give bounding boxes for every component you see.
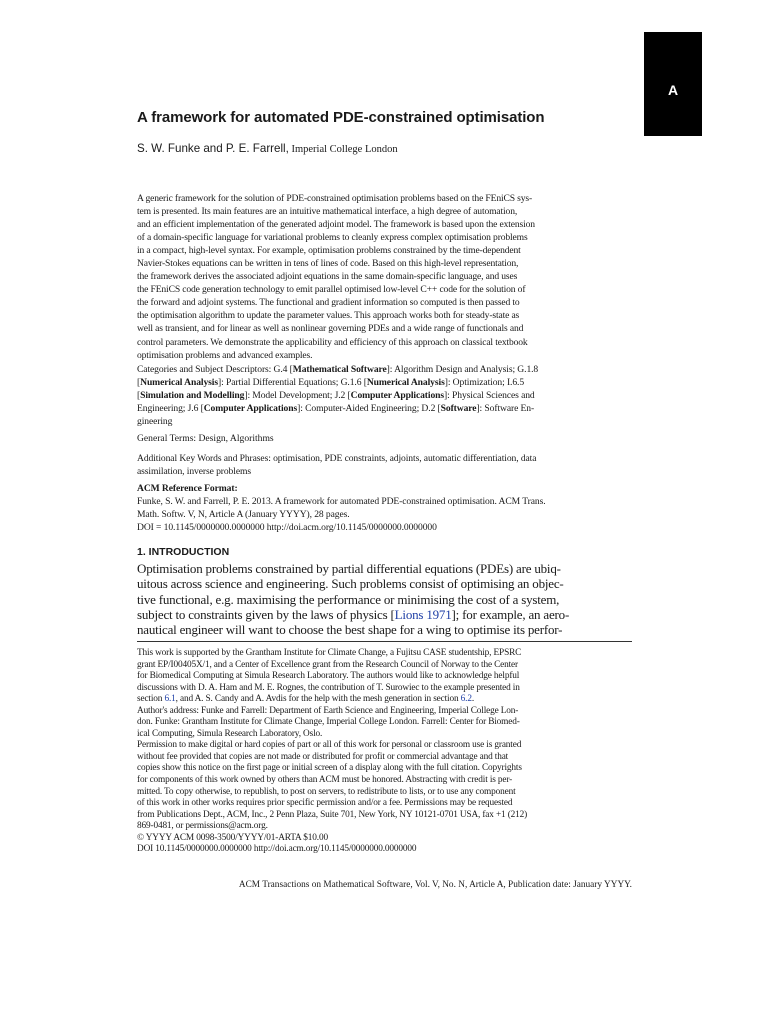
ccs-text: ]: Physical Sciences and [444,390,535,402]
ccs-text: ]: Software En- [476,403,535,415]
abstract-line: optimisation problems and advanced examples. [137,349,313,361]
article-letter-tab: A [644,32,702,136]
ccs-text: [ [137,377,141,389]
footnote [137,648,632,856]
footnote-line: This work is supported by the Grantham Institute for Climate Change, a Fujitsu CASE studentship, EPSRC [137,648,522,658]
footnote-line: without fee provided that copies are not made or distributed for profit or commercial advantage and that [137,751,509,762]
footnote-line: copies show this notice on the first page or initial screen of a display along with the full citation. Copyrights [137,763,522,774]
abstract-line: A generic framework for the solution of PDE-constrained optimisation problems based on the FEniCS sys- [137,193,533,204]
paper-title: A framework for automated PDE-constrained optimisation [137,109,545,126]
footnote-line: from Publications Dept., ACM, Inc., 2 Penn Plaza, Suite 701, New York, NY 10121-0701 USA, fax +1 (212) [137,809,528,820]
acm-reference-heading: ACM Reference Format: [137,483,238,494]
ccs-bold: Simulation and Modelling [140,390,245,402]
page-footer: ACM Transactions on Mathematical Software, Vol. V, No. N, Article A, Publication date: January YYYY. [238,880,632,890]
ccs-text: Categories and Subject Descriptors: G.4 [ [137,364,293,375]
ccs-bold: Numerical Analysis [140,377,218,389]
footnote-line: section [137,694,165,705]
citation-link-lions-1971[interactable]: Lions 1971 [394,606,452,622]
intro-line: subject to constraints given by the laws of physics [ [137,606,395,622]
section-link-6-1[interactable]: 6.1 [164,694,176,705]
section-link-6-2[interactable]: 6.2 [460,694,472,705]
keywords [137,452,632,478]
abstract-line: the FEniCS code generation technology to emit parallel optimised low-level C++ code for the solution of [137,284,526,296]
footnote-line: for components of this work owned by others than ACM must be honored. Abstracting with credit is per- [137,775,513,786]
footnote-line: for Biomedical Computing at Simula Research Laboratory. The authors would like to acknowledge helpful [137,671,520,682]
ccs-text: ]: Optimization; I.6.5 [444,377,525,389]
footnote-line: , and A. S. Candy and A. Avdis for the help with the mesh generation in section [175,694,461,705]
abstract-line: the framework derives the associated adjoint equations in the same domain-specific language, and uses [137,271,518,283]
ccs-bold: Computer Applications [203,403,298,415]
authors-line [137,142,632,155]
keywords-line: Additional Key Words and Phrases: optimisation, PDE constraints, adjoints, automatic differentiation, data [137,453,537,464]
ccs-text: ]: Model Development; J.2 [ [244,390,351,402]
abstract-line: Navier-Stokes equations can be written in tens of lines of code. Based on this high-level representation, [137,258,519,270]
ccs-bold: Numerical Analysis [366,377,445,389]
abstract-line: of a domain-specific language for variational problems to cleanly express complex optimisation problems [137,232,528,244]
general-terms: General Terms: Design, Algorithms [137,433,274,444]
footnote-line: © YYYY ACM 0098-3500/YYYY/01-ARTA $10.00 [137,832,328,843]
ccs-text: [ [137,390,141,402]
ccs-bold: Software [440,403,477,415]
ccs-text: ]: Algorithm Design and Analysis; G.1.8 [386,364,539,375]
footnote-line: ical Computing, Simula Research Laboratory, Oslo. [137,728,323,739]
footnote-line: mitted. To copy otherwise, to republish, to post on servers, to redistribute to lists, or to use any component [137,786,516,797]
ccs-text: gineering [137,416,173,428]
intro-line: nautical engineer will want to choose the best shape for a wing to optimise its perfor- [137,622,563,638]
section-heading-introduction: 1. INTRODUCTION [137,546,230,558]
abstract-line: the optimisation algorithm to update the parameter values. This approach works both for steady-state as [137,310,520,322]
footnote-line: . [471,694,475,705]
footnote-rule [137,641,632,642]
introduction-text [137,561,632,637]
footnote-line: Permission to make digital or hard copies of part or all of this work for personal or classroom use is granted [137,740,522,751]
footnote-line: grant EP/I00405X/1, and a Center of Excellence grant from the Research Council of Norway to the Center [137,659,518,670]
abstract-line: well as transient, and for linear as well as nonlinear governing PDEs and a wide range of functionals and [137,323,524,335]
abstract-line: control parameters. We demonstrate the applicability and efficiency of this approach on classical textbook [137,336,528,348]
intro-line: uitous across science and engineering. Such problems consist of optimising an objec- [137,576,564,592]
acm-reference-format [137,482,632,534]
ccs-text: Engineering; J.6 [ [137,403,204,415]
footnote-doi[interactable]: DOI 10.1145/0000000.0000000 http://doi.acm.org/10.1145/0000000.0000000 [137,844,417,855]
ccs-text: ]: Partial Differential Equations; G.1.6 [ [218,377,367,389]
abstract-line: in a compact, high-level syntax. For example, optimisation problems constrained by the time-dependent [137,245,521,257]
footnote-line: don. Funke: Grantham Institute for Climate Change, Imperial College London. Farrell: Center for Biomed- [137,717,520,728]
acm-reference-line: Math. Softw. V, N, Article A (January YYYY), 28 pages. [137,509,350,521]
footnote-line: discussions with D. A. Ham and M. E. Rognes, the contribution of T. Surowiec to the example presented in [137,682,520,693]
ccs-bold: Computer Applications [350,390,445,402]
ccs-bold: Mathematical Software [292,364,387,375]
footnote-line: of this work in other works requires prior specific permission and/or a fee. Permissions may be requested [137,798,513,809]
footnote-line: 869-0481, or permissions@acm.org. [137,821,268,832]
intro-line: Optimisation problems constrained by partial differential equations (PDEs) are ubiq- [137,561,561,576]
intro-line: tive functional, e.g. maximising the performance or minimising the cost of a system, [137,591,560,607]
acm-reference-doi[interactable]: DOI = 10.1145/0000000.0000000 http://doi.acm.org/10.1145/0000000.0000000 [137,522,437,534]
author-names: S. W. Funke and P. E. Farrell, [137,142,289,155]
ccs-text: ]: Computer-Aided Engineering; D.2 [ [297,403,441,415]
footnote-line: Author's address: Funke and Farrell: Department of Earth Science and Engineering, Imperial College Lon- [137,705,519,716]
abstract-line: and an efficient implementation of the generated adjoint model. The framework is based upon the extension [137,219,535,231]
abstract-line: tem is presented. Its main features are an intuitive mathematical interface, a high degree of automation, [137,206,518,218]
intro-line: ]; for example, an aero- [451,606,570,622]
author-affiliation: Imperial College London [288,144,398,155]
acm-reference-line: Funke, S. W. and Farrell, P. E. 2013. A framework for automated PDE-constrained optimisation. ACM Trans. [137,496,546,508]
abstract [137,192,632,362]
categories-subject-descriptors [137,363,632,428]
abstract-line: the forward and adjoint systems. The functional and gradient information so computed is then passed to [137,297,520,309]
keywords-line: assimilation, inverse problems [137,466,251,478]
